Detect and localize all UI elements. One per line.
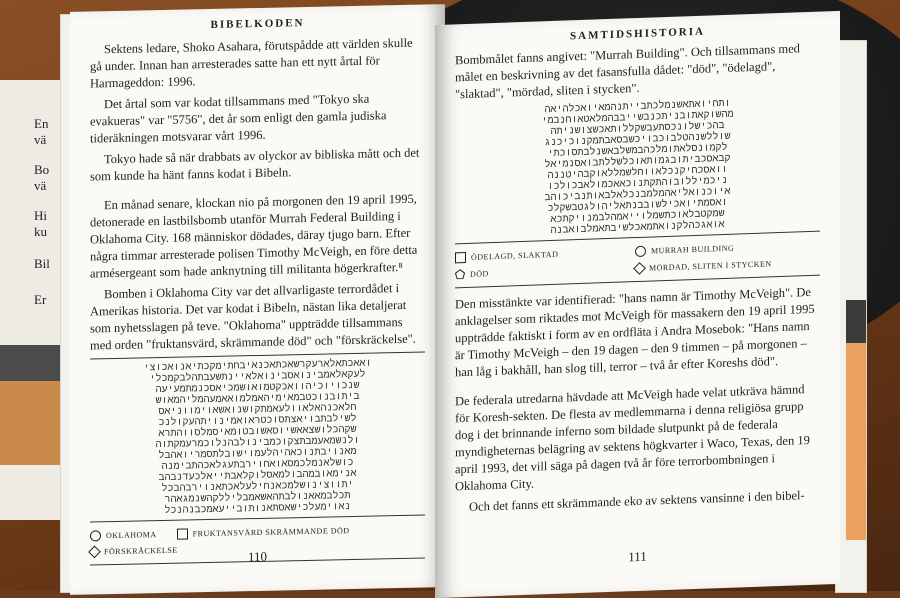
legend-label: ÖDELAGD, SLAKTAD xyxy=(471,249,559,262)
paragraph: Sektens ledare, Shoko Asahara, förutspådde att världen skulle gå under. Innan han arresterades satte han ett nytt årtal för Harmageddon: 1996. xyxy=(90,35,413,91)
left-running-header: BIBELKODEN xyxy=(210,17,305,31)
right-running-header: SAMTIDSHISTORIA xyxy=(570,25,705,43)
square-icon xyxy=(177,528,188,539)
legend-item xyxy=(635,257,795,273)
right-intro-text xyxy=(435,39,840,104)
square-icon xyxy=(455,252,466,263)
circle-icon xyxy=(90,530,101,541)
side-book-text: En xyxy=(34,116,49,131)
paragraph: Tokyo hade så när drabbats av olyckor av bibliska mått och det som kunde ha hänt fanns kodat i Bibeln. xyxy=(90,145,420,184)
page-number: 111 xyxy=(628,548,647,565)
paragraph: Det årtal som var kodat tillsammans med "Tokyo ska evakueras" var "5756", det år som enligt den gamla judiska tideräkningen motsvarar vårt 1996. xyxy=(90,91,387,146)
left-body-text xyxy=(70,34,445,355)
hebrew-letter-grid: ואאכתאלארעקרשאכתאכנאיבחתימקכתיאנואכוצי לעקאלאמבינואסבינואלאיינתשעבתהלבקמכלי שנכויוכיהוואכקטמואושמכיאסכנמתמעיעה ביתובנוכטבמאימיהאמלמואאמעהמליהמאוש חלאכנהאלאוולעאמתקושנואשאוימווניאס לשילבתבויאצתסוכטראואמינויתהעקולנכ שקהכלושצאאשיוסאשובטומאיסמלסווהתרא ולנשמאעמבתצקוכמבינולבהנלוכמרעמקתוה מאנויבתנוכאהיהלעמוישובלתסמריואהבל כושלאנמלכמסאואחוירבתעגלאכהתבימנה אנימאובמהבולמאסלוקלאבתייאלכעדנבהב יתווצינושלמכאנחילעלאכתאנוירבהבכל תכלבמאאנולבתהאשאמבליללקהשנמגאהר נאוימעלכישאסתאנותובייעאמכבנהנכל xyxy=(143,357,372,516)
side-book-text: Er xyxy=(34,292,47,307)
legend-label: MÖRDAD, SLITEN I STYCKEN xyxy=(649,258,772,273)
legend-item xyxy=(455,247,615,264)
legend-label: MURRAH BUILDING xyxy=(651,243,735,256)
legend-label: DÖD xyxy=(470,268,489,279)
legend-label: OKLAHOMA xyxy=(106,530,157,541)
pentagon-icon xyxy=(455,269,465,279)
legend-item xyxy=(455,264,615,280)
paragraph: En månad senare, klockan nio på morgonen den 19 april 1995, detonerade en lastbilsbomb utanför Murrah Federal Building i Oklahoma City. 168 människor dödades, däray tjugo barn. Efter några timmar arresterade polisen Timothy McVeigh, en före detta armésergeant som hade anknytning till militanta högerkrafter.⁸ xyxy=(90,191,418,281)
back-book-spine xyxy=(846,300,866,540)
paragraph: De federala utredarna hävdade att McVeigh hade velat utkräva hämnd för Koresh-sekten. De flesta av medlemmarna i denna religiösa grupp dog i det brinnande inferno som bildade slutpunkt på de federala myndigheternas belägring av sektens högkvarter i Waco, Texas, den 19 april 1993, det vill säga på dagen två år före terrorbombningen i Oklahoma City. xyxy=(455,382,810,494)
legend-item xyxy=(90,529,157,541)
side-book-text: Bil xyxy=(34,256,50,271)
paragraph: Bombmålet fanns angivet: "Murrah Building". Och tillsammans med målet en beskrivning av det fasansfulla dådet: "död", "ödelagd", "slaktad", "mördad, sliten i stycken". xyxy=(455,41,800,102)
legend-item xyxy=(635,240,795,257)
left-page xyxy=(70,4,445,595)
legend-item xyxy=(177,525,350,540)
right-body-text xyxy=(435,283,840,517)
legend-label: FÖRSKRÄCKELSE xyxy=(104,545,178,557)
side-book-text: Bo xyxy=(34,162,50,177)
circle-icon xyxy=(635,246,646,257)
diamond-icon xyxy=(633,262,646,275)
paragraph: Och det fanns ett skrämmande eko av sektens vansinne i den bibel- xyxy=(469,488,805,514)
side-book-text: vä xyxy=(34,132,47,147)
side-book-text: vä xyxy=(34,178,47,193)
side-book-text: ku xyxy=(34,224,47,239)
paragraph: Den misstänkte var identifierad: "hans namn är Timothy McVeigh". De anklagelser som riktades mot McVeigh för massakern den 19 april 1995 uppträdde faktiskt i form av en ordfläta i Andra Mosebok: "Hans namn är Timothy McVeigh – den 19 dagen – den 9 timmen – på morgonen – han låg i bakhåll, han slog till, terror – två år efter Koreshs död". xyxy=(455,284,815,380)
right-page xyxy=(435,11,840,598)
hebrew-letter-grid: ותחיואתאשנמלכתבייתנהמאיואכלהיאה מהשוקאתובניתכנבשייבבהמלאטאוחנבמי בהכישלונכסתעבשקללותאכשצושניתה שוללשנהטלבוכבויכשבסאבתמקנוכיכנג לקמונסלאתומלכהבמשלבאשנלבתסוכתי קבאסכביתובגמותאוכלשללתבואסנמיאל וואסכחיקנכלאווחלשמללאוקבהיטננה ניכמיללובוהתקתנוכאאכמולאבכולכו איוכנואליאהמלמבנכלאלבאותנביכוהב ואסמתיואכילשובבנתאליהולגטבשקלכ שמקטבלאוכתשמלוייאמהלבמנויקתכא אואגכהלקנואתמאכלשיבתאמלבואבנה xyxy=(541,97,734,237)
page-number: 110 xyxy=(247,548,268,565)
side-book-text: Hi xyxy=(34,208,47,223)
legend-label: FRUKTANSVÄRD SKRÄMMANDE DÖD xyxy=(192,526,350,539)
paragraph: Bomben i Oklahoma City var det allvarligaste terrordådet i Amerikas historia. Det var kodat i Bibeln, nästan lika detaljerat som nyhetsslagen på teve. "Oklahoma" uppträdde tillsammans med orden "fruktansvärd, skrämmande död" och "förskräckelse". xyxy=(90,281,416,353)
